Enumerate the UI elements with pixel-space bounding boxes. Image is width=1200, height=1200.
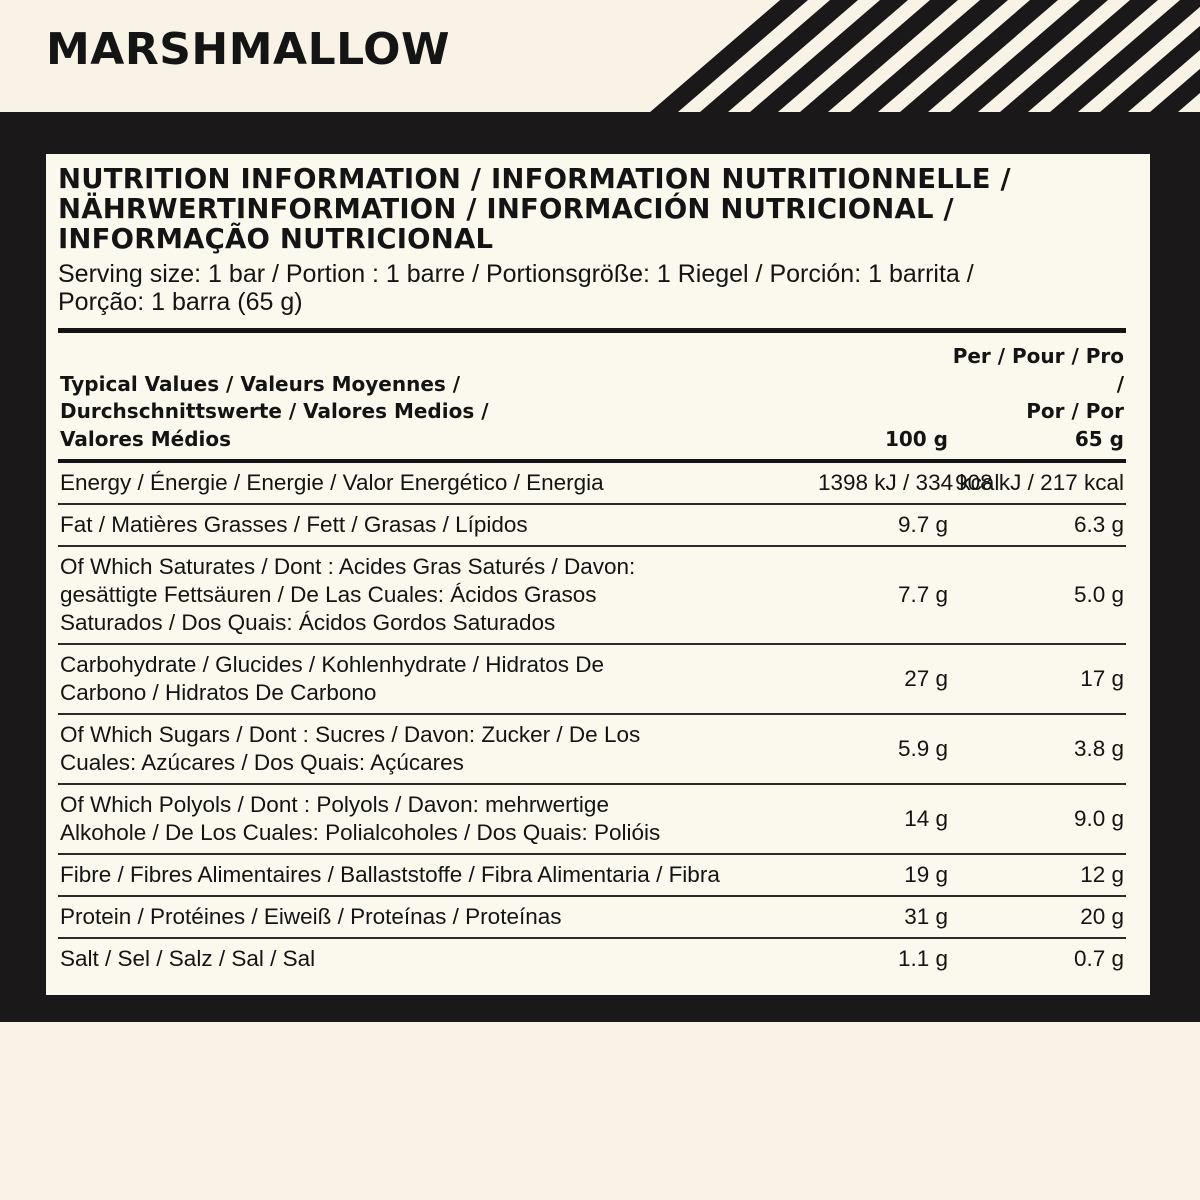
nutrient-label-line: Salt / Sel / Salz / Sal / Sal [60,946,316,971]
nutrient-label [58,896,818,938]
value-per-65g: 12 g [948,854,1126,896]
nutrient-label-line: Fat / Matières Grasses / Fett / Grasas / Lípidos [60,512,528,537]
value-per-65g: 0.7 g [1073,946,1124,971]
value-per-100g: 1.1 g [897,946,948,971]
nutrient-label-line: Of Which Polyols / Dont : Polyols / Davon: mehrwertige [60,792,609,817]
value-per-100g: 31 g [818,896,948,938]
nutrition-heading [58,164,1130,254]
nutrient-label [58,854,818,896]
nutrient-label-line: Saturados / Dos Quais: Ácidos Gordos Saturados [60,610,556,635]
flavor-title: MARSHMALLOW [46,24,451,75]
header-typical-values: Typical Values / Valeurs Moyennes / Durchschnittswerte / Valores Medios / Valores Médios [60,371,489,451]
table-row [58,644,1126,714]
value-per-65g: 9.0 g [948,784,1126,854]
nutrient-label-line: Of Which Sugars / Dont : Sucres / Davon: Zucker / De Los [60,722,641,747]
nutrient-label-line: Of Which Saturates / Dont : Acides Gras Saturés / Davon: [60,554,636,579]
nutrition-table [58,333,1126,979]
nutrient-label [58,504,818,546]
serving-line: Serving size: 1 bar / Portion : 1 barre / Portionsgröße: 1 Riegel / Porción: 1 barrita / [58,260,974,288]
serving-line: Porção: 1 barra (65 g) [58,288,303,316]
value-per-65g: 6.3 g [948,504,1126,546]
table-row [58,546,1126,644]
value-per-65g: 3.8 g [948,714,1126,784]
nutrient-label-line: Carbohydrate / Glucides / Kohlenhydrate / Hidratos De [60,652,605,677]
heading-line: NUTRITION INFORMATION / INFORMATION NUTRITIONNELLE / [58,163,1011,195]
value-per-65g: 5.0 g [948,546,1126,644]
value-per-65g: 20 g [948,896,1126,938]
nutrient-label [58,938,818,979]
value-per-100g: 1398 kJ / 334 kcal [818,463,948,504]
nutrient-label [58,463,818,504]
nutrient-label [58,546,818,644]
nutrient-label [58,644,818,714]
nutrient-label [58,784,818,854]
header-per-100g: 100 g [884,426,948,451]
nutrient-label-line: Alkohole / De Los Cuales: Polialcoholes / Dos Quais: Polióis [60,820,661,845]
table-row [58,938,1126,979]
table-row [58,896,1126,938]
nutrient-label-line: Cuales: Azúcares / Dos Quais: Açúcares [60,750,464,775]
value-per-65g: 908 kJ / 217 kcal [948,463,1126,504]
nutrient-label-line: Protein / Protéines / Eiweiß / Proteínas / Proteínas [60,904,562,929]
nutrition-panel [44,152,1152,997]
table-row [58,463,1126,504]
table-row [58,854,1126,896]
header-per-65g: Per / Pour / Pro / Por / Por 65 g [952,344,1124,451]
value-per-100g: 19 g [818,854,948,896]
nutrition-rows [58,463,1126,979]
table-header-row [58,333,1126,459]
nutrient-label-line: Fibre / Fibres Alimentaires / Ballaststoffe / Fibra Alimentaria / Fibra [60,862,720,887]
value-per-65g: 17 g [948,644,1126,714]
heading-line: NÄHRWERTINFORMATION / INFORMACIÓN NUTRICIONAL / [58,193,954,225]
table-row [58,784,1126,854]
value-per-100g: 7.7 g [818,546,948,644]
value-per-100g: 9.7 g [818,504,948,546]
nutrient-label [58,714,818,784]
serving-size [58,260,1130,316]
nutrient-label-line: Carbono / Hidratos De Carbono [60,680,377,705]
footer-band [0,1022,1200,1200]
table-row [58,504,1126,546]
nutrient-label-line: Energy / Énergie / Energie / Valor Energético / Energia [60,470,604,495]
heading-line: INFORMAÇÃO NUTRICIONAL [58,223,494,255]
nutrient-label-line: gesättigte Fettsäuren / De Las Cuales: Ácidos Grasos [60,582,597,607]
value-per-100g: 14 g [818,784,948,854]
value-per-100g: 27 g [818,644,948,714]
value-per-100g: 5.9 g [818,714,948,784]
table-row [58,714,1126,784]
header-band [0,0,1200,112]
